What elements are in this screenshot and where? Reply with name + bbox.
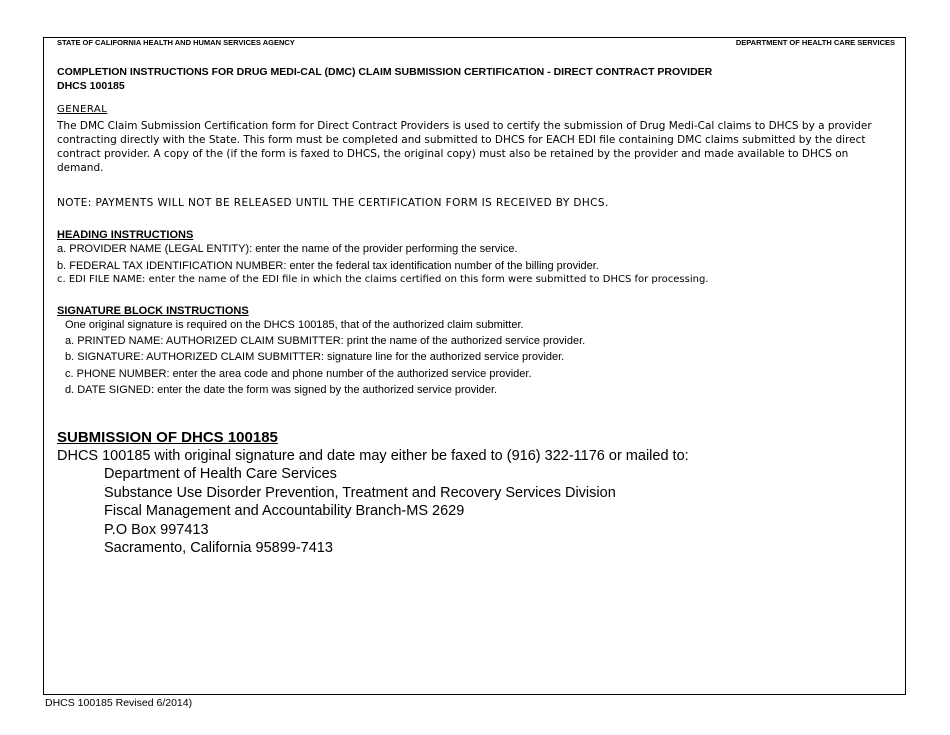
general-paragraph: The DMC Claim Submission Certification form for Direct Contract Providers is used to certify the submission of Drug Medi-Cal claims to DHCS by a provider contracting directly with the State. This form must be completed and submitted to DHCS for EACH EDI file containing DMC claims submitted by the direct contract provider. A copy of the (if the form is faxed to DHCS, the original copy) must also be retained by the provider and made available to DHCS on demand.: [57, 120, 872, 174]
address-line-2: Substance Use Disorder Prevention, Treatment and Recovery Services Division: [104, 485, 616, 501]
signature-item-c: c. PHONE NUMBER: enter the area code and phone number of the authorized service provider.: [65, 368, 532, 380]
signature-item-a: a. PRINTED NAME: AUTHORIZED CLAIM SUBMITTER: print the name of the authorized service provider.: [65, 335, 586, 347]
submission-heading: SUBMISSION OF DHCS 100185: [57, 429, 278, 446]
signature-intro: One original signature is required on the DHCS 100185, that of the authorized claim submitter.: [65, 319, 524, 331]
submission-intro: DHCS 100185 with original signature and date may either be faxed to (916) 322-1176 or mailed to:: [57, 448, 689, 464]
heading-item-c: c. EDI FILE NAME: enter the name of the EDI file in which the claims certified on this form were submitted to DHCS for processing.: [57, 274, 709, 285]
address-line-1: Department of Health Care Services: [104, 466, 337, 482]
page-title: COMPLETION INSTRUCTIONS FOR DRUG MEDI-CAL (DMC) CLAIM SUBMISSION CERTIFICATION - DIRECT CONTRACT PROVIDER: [57, 66, 713, 78]
form-number: DHCS 100185: [57, 80, 125, 92]
address-line-3: Fiscal Management and Accountability Branch-MS 2629: [104, 503, 465, 519]
address-line-4: P.O Box 997413: [104, 522, 209, 538]
payment-note: NOTE: PAYMENTS WILL NOT BE RELEASED UNTIL THE CERTIFICATION FORM IS RECEIVED BY DHCS.: [57, 197, 609, 209]
footer-revision: DHCS 100185 Revised 6/2014): [45, 697, 193, 709]
heading-item-b: b. FEDERAL TAX IDENTIFICATION NUMBER: enter the federal tax identification number of the billing provider.: [57, 260, 599, 272]
heading-instructions-heading: HEADING INSTRUCTIONS: [57, 229, 194, 241]
agency-header: STATE OF CALIFORNIA HEALTH AND HUMAN SERVICES AGENCY: [57, 38, 295, 47]
address-line-5: Sacramento, California 95899-7413: [104, 540, 333, 556]
heading-item-a: a. PROVIDER NAME (LEGAL ENTITY): enter the name of the provider performing the service.: [57, 243, 518, 255]
department-header: DEPARTMENT OF HEALTH CARE SERVICES: [735, 38, 895, 47]
general-heading: GENERAL: [57, 104, 108, 115]
signature-item-b: b. SIGNATURE: AUTHORIZED CLAIM SUBMITTER: signature line for the authorized service provider.: [65, 351, 565, 363]
signature-block-heading: SIGNATURE BLOCK INSTRUCTIONS: [57, 305, 249, 317]
signature-item-d: d. DATE SIGNED: enter the date the form was signed by the authorized service provider.: [65, 384, 498, 396]
